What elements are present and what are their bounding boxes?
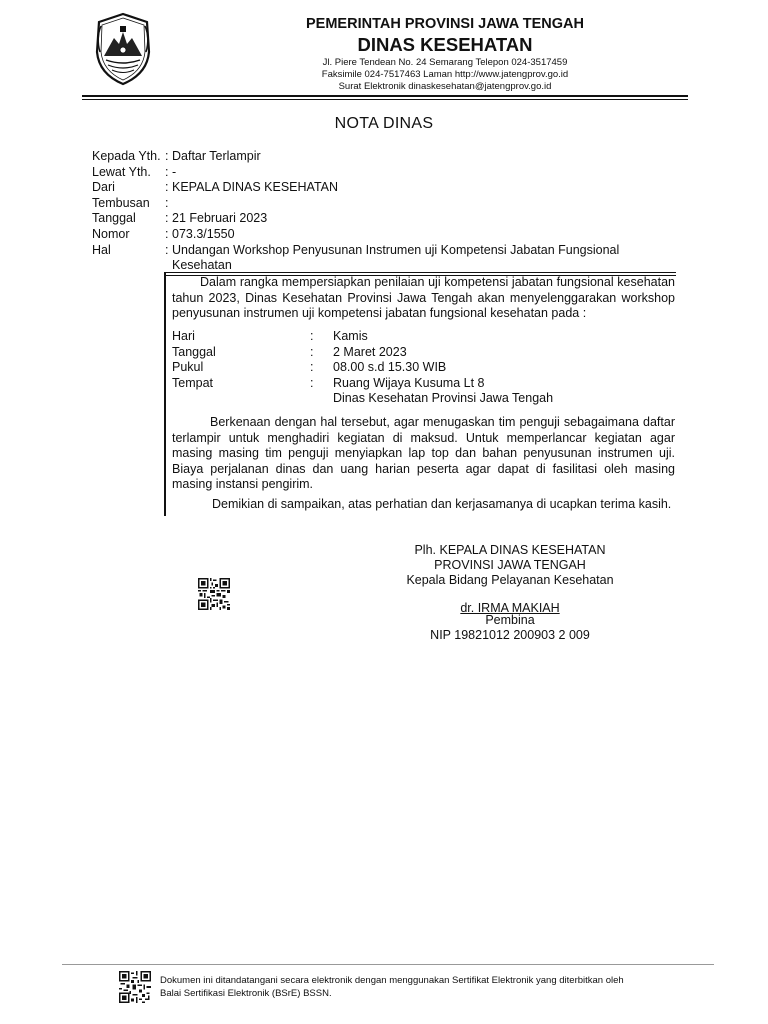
meta-label: Tanggal	[92, 211, 136, 226]
meta-value: Daftar Terlampir	[172, 149, 261, 163]
meta-row-number	[92, 227, 692, 243]
event-value: 08.00 s.d 15.30 WIB	[333, 360, 447, 374]
meta-row-cc	[92, 196, 692, 212]
event-value: 2 Maret 2023	[333, 344, 407, 359]
letterhead-divider-thick	[82, 95, 688, 97]
footer-esign-authority: Balai Sertifikasi Elektronik (BSrE) BSSN.	[160, 988, 332, 999]
meta-value: 073.3/1550	[172, 226, 235, 241]
meta-row-recipient	[92, 149, 692, 165]
meta-colon: :	[165, 211, 169, 226]
meta-value: KEPALA DINAS KESEHATAN	[172, 180, 339, 195]
body-paragraph-intro: Dalam rangka mempersiapkan penilaian uji kompetensi jabatan fungsional kesehatan tahun 2023, Dinas Kesehatan Provinsi Jawa Tengah akan menyelenggarakan workshop penyusunan instrumen uji kompetensi jabatan fungsional kesehatan pada :	[172, 275, 675, 320]
event-label: Tempat	[172, 375, 213, 390]
meta-value: Undangan Workshop Penyusunan Instrumen uji Kompetensi Jabatan Fungsional	[172, 242, 620, 257]
body-margin-rule	[164, 273, 166, 516]
meta-row-subject	[92, 243, 692, 259]
signatory-nip: NIP 19821012 200903 2 009	[430, 628, 590, 642]
meta-colon: :	[165, 149, 169, 163]
document-title: NOTA DINAS	[334, 115, 434, 132]
meta-label: Tembusan	[92, 195, 150, 210]
event-row-date	[172, 345, 672, 361]
event-colon: :	[310, 360, 314, 374]
letterhead-agency: DINAS KESEHATAN	[357, 34, 533, 55]
event-row-place	[172, 376, 672, 392]
event-row-day	[172, 329, 672, 345]
meta-value	[172, 196, 692, 212]
memo-meta	[92, 149, 692, 273]
event-colon: :	[310, 344, 314, 359]
meta-row-from	[92, 180, 692, 196]
provincial-emblem-icon	[92, 12, 154, 86]
event-label: Tanggal	[172, 344, 216, 359]
body-paragraph-request: Berkenaan dengan hal tersebut, agar menugaskan tim penguji sebagaimana daftar terlampir untuk menghadiri kegiatan di maksud. Untuk memperlancar kegiatan agar masing masing tim penguji menyiapkan lap top dan bahan penyusunan instrumen uji. Biaya perjalanan dinas dan uang harian peserta agar dapat di fasilitasi oleh masing masing instansi pengirim.	[172, 415, 675, 491]
signatory-rank: Pembina	[485, 613, 535, 627]
meta-colon: :	[165, 164, 169, 179]
footer-divider	[62, 964, 714, 965]
footer-esign-notice: Dokumen ini ditandatangani secara elektronik dengan menggunakan Sertifikat Elektronik yang diterbitkan oleh	[160, 975, 624, 986]
meta-colon: :	[165, 226, 169, 241]
event-colon: :	[310, 375, 314, 390]
event-label: Pukul	[172, 360, 204, 374]
letterhead-email: Surat Elektronik dinaskesehatan@jatengprov.go.id	[338, 81, 552, 92]
event-details	[172, 329, 672, 407]
meta-label: Hal	[92, 242, 111, 257]
meta-colon: :	[165, 242, 169, 257]
qr-code-icon	[119, 971, 151, 1003]
event-place-continued: Dinas Kesehatan Provinsi Jawa Tengah	[333, 391, 554, 405]
meta-label: Nomor	[92, 226, 130, 241]
meta-label: Lewat Yth.	[92, 164, 151, 179]
signatory-name: dr. IRMA MAKIAH	[460, 601, 560, 615]
letterhead-government: PEMERINTAH PROVINSI JAWA TENGAH	[306, 16, 584, 32]
event-value: Kamis	[333, 329, 368, 343]
event-label: Hari	[172, 329, 195, 343]
meta-row-date	[92, 211, 692, 227]
letterhead-address: Jl. Piere Tendean No. 24 Semarang Telepon 024-3517459	[322, 57, 568, 68]
qr-code-icon	[198, 578, 230, 610]
meta-colon: :	[165, 180, 169, 195]
meta-label: Dari	[92, 180, 115, 195]
meta-value: 21 Februari 2023	[172, 211, 268, 226]
signature-province: PROVINSI JAWA TENGAH	[434, 558, 586, 572]
signature-office: Kepala Bidang Pelayanan Kesehatan	[406, 573, 614, 587]
body-divider-top	[164, 272, 676, 273]
letterhead-divider-thin	[82, 99, 688, 100]
body-paragraph-closing: Demikian di sampaikan, atas perhatian dan kerjasamanya di ucapkan terima kasih.	[212, 497, 672, 511]
meta-row-via	[92, 165, 692, 181]
meta-value: -	[172, 164, 177, 179]
event-row-time	[172, 360, 672, 376]
meta-subject-continued: Kesehatan	[172, 258, 232, 273]
meta-label: Kepada Yth.	[92, 149, 161, 163]
event-value: Ruang Wijaya Kusuma Lt 8	[333, 375, 485, 390]
signature-position: Plh. KEPALA DINAS KESEHATAN	[414, 543, 606, 557]
meta-colon: :	[165, 195, 169, 210]
event-colon: :	[310, 329, 314, 343]
letterhead-fax-web: Faksimile 024-7517463 Laman http://www.jatengprov.go.id	[321, 69, 569, 80]
